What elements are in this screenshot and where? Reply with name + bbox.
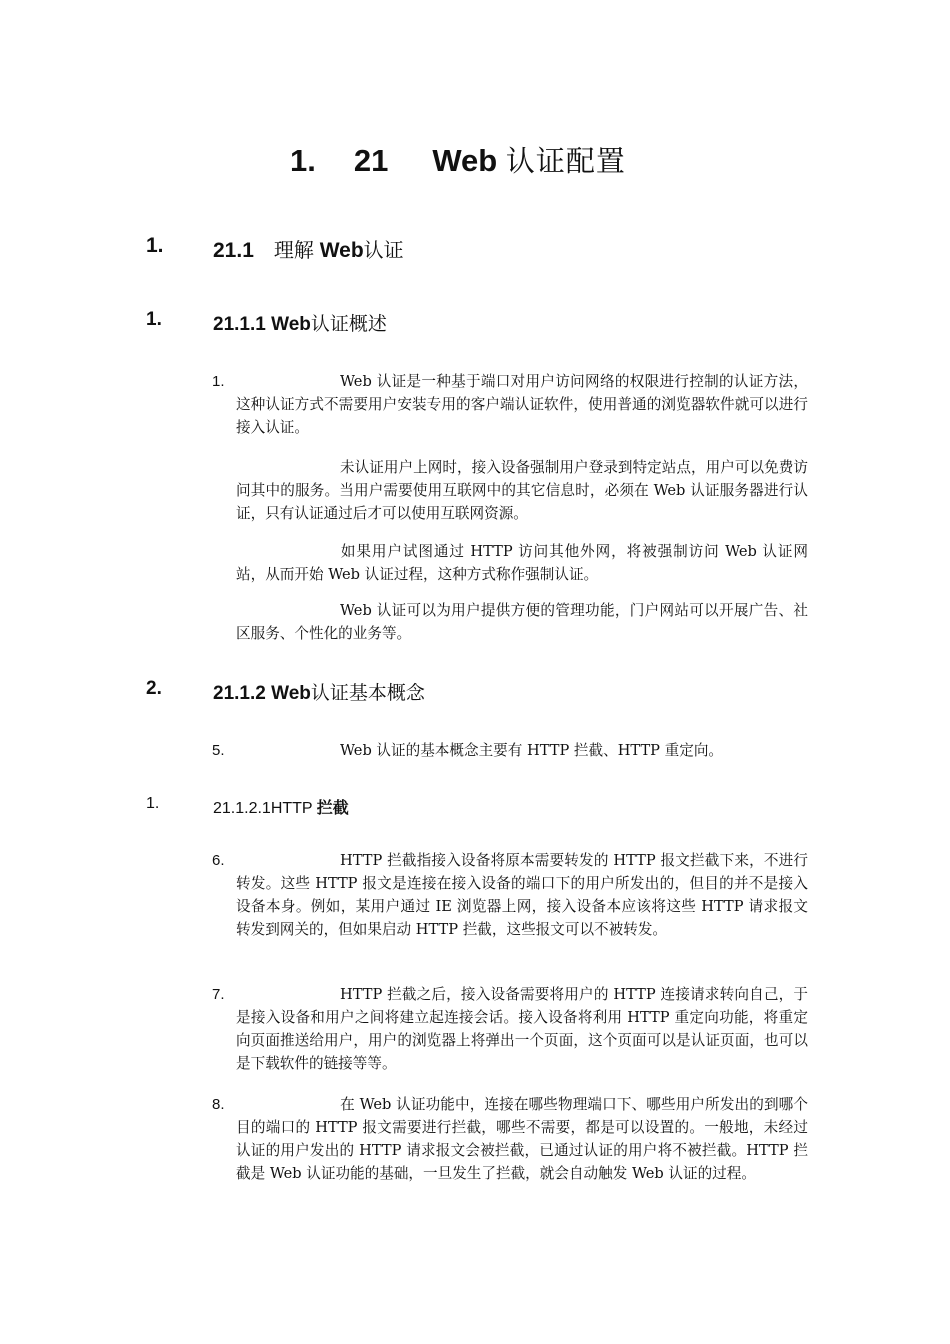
heading-section: 21.1.2.1HTTP: [213, 800, 313, 817]
title-number: 1.: [290, 143, 316, 178]
heading-21-1-2-1-title: [213, 795, 349, 818]
heading-cn: 拦截: [316, 798, 349, 817]
heading-number: 2.: [146, 678, 162, 699]
paragraph-text: 未认证用户上网时，接入设备强制用户登录到特定站点，用户可以免费访问其中的服务。当用户需要使用互联网中的其它信息时，必须在 Web 认证服务器进行认证，只有认证通过后才可以使用互联网资源。: [236, 459, 808, 522]
paragraph-text: HTTP 拦截指接入设备将原本需要转发的 HTTP 报文拦截下来，不进行转发。这些 HTTP 报文是连接在接入设备的端口下的用户所发出的，但目的并不是接入设备本身。例如，某用户通过 IE 浏览器上网，接入设备本应该将这些 HTTP 请求报文转发到网关的，但如果启动 HTTP 拦截，这些报文可以不被转发。: [236, 852, 808, 938]
paragraph-number: 5.: [212, 742, 225, 759]
heading-21-1: [146, 234, 164, 258]
heading-prefix: 理解: [273, 238, 314, 262]
heading-21-1-1: [146, 309, 162, 331]
heading-21-1-2-title: [213, 678, 425, 705]
heading-web: Web: [271, 314, 311, 335]
heading-cn: 认证: [363, 238, 404, 262]
title-section: 21: [353, 143, 389, 178]
paragraph-text: Web 认证是一种基于端口对用户访问网络的权限进行控制的认证方法，这种认证方式不需要用户安装专用的客户端认证软件，使用普通的浏览器软件就可以进行接入认证。: [236, 373, 808, 436]
heading-cn: 认证概述: [310, 313, 387, 335]
paragraph-7: [236, 983, 808, 1075]
paragraph-text: HTTP 拦截之后，接入设备需要将用户的 HTTP 连接请求转向自己，于是接入设备和用户之间将建立起连接会话。接入设备将利用 HTTP 重定向功能，将重定向页面推送给用户，用户的浏览器上将弹出一个页面，这个页面可以是认证页面，也可以是下载软件的链接等等。: [236, 986, 808, 1072]
paragraph-4: [236, 599, 808, 645]
paragraph-number: 7.: [212, 986, 225, 1003]
heading-21-1-1-title: [213, 309, 387, 336]
title-web: Web: [432, 143, 498, 178]
heading-cn: 认证基本概念: [310, 682, 425, 704]
heading-section: 21.1.2: [213, 683, 266, 704]
paragraph-text: 在 Web 认证功能中，连接在哪些物理端口下、哪些用户所发出的到哪个目的端口的 HTTP 报文需要进行拦截，哪些不需要，都是可以设置的。一般地，未经过认证的用户发出的 HTTP 请求报文会被拦截，已通过认证的用户将不被拦截。HTTP 拦截是 Web 认证功能的基础，一旦发生了拦截，就会自动触发 Web 认证的过程。: [236, 1096, 808, 1182]
paragraph-6: [236, 849, 808, 941]
paragraph-1: [236, 370, 808, 439]
paragraph-number: 6.: [212, 852, 225, 869]
heading-21-1-title: [213, 234, 404, 263]
heading-section: 21.1: [213, 239, 254, 262]
heading-number: 1.: [146, 234, 164, 257]
paragraph-number: 8.: [212, 1096, 225, 1113]
heading-21-1-2-1: [146, 795, 159, 813]
paragraph-3: [236, 540, 808, 586]
heading-number: 1.: [146, 795, 160, 812]
heading-21-1-2: [146, 678, 162, 700]
title-cn: 认证配置: [505, 144, 626, 178]
paragraph-text: Web 认证可以为用户提供方便的管理功能，门户网站可以开展广告、社区服务、个性化的业务等。: [236, 602, 808, 642]
paragraph-2: [236, 456, 808, 525]
paragraph-number: 1.: [212, 373, 225, 390]
heading-web: Web: [319, 239, 364, 262]
heading-section: 21.1.1: [213, 314, 266, 335]
page-title: [290, 139, 626, 180]
heading-web: Web: [271, 683, 311, 704]
paragraph-text: 如果用户试图通过 HTTP 访问其他外网，将被强制访问 Web 认证网站，从而开始 Web 认证过程，这种方式称作强制认证。: [236, 543, 808, 583]
heading-number: 1.: [146, 309, 162, 330]
paragraph-text: Web 认证的基本概念主要有 HTTP 拦截、HTTP 重定向。: [340, 742, 724, 759]
paragraph-8: [236, 1093, 808, 1185]
paragraph-5: [236, 739, 808, 762]
